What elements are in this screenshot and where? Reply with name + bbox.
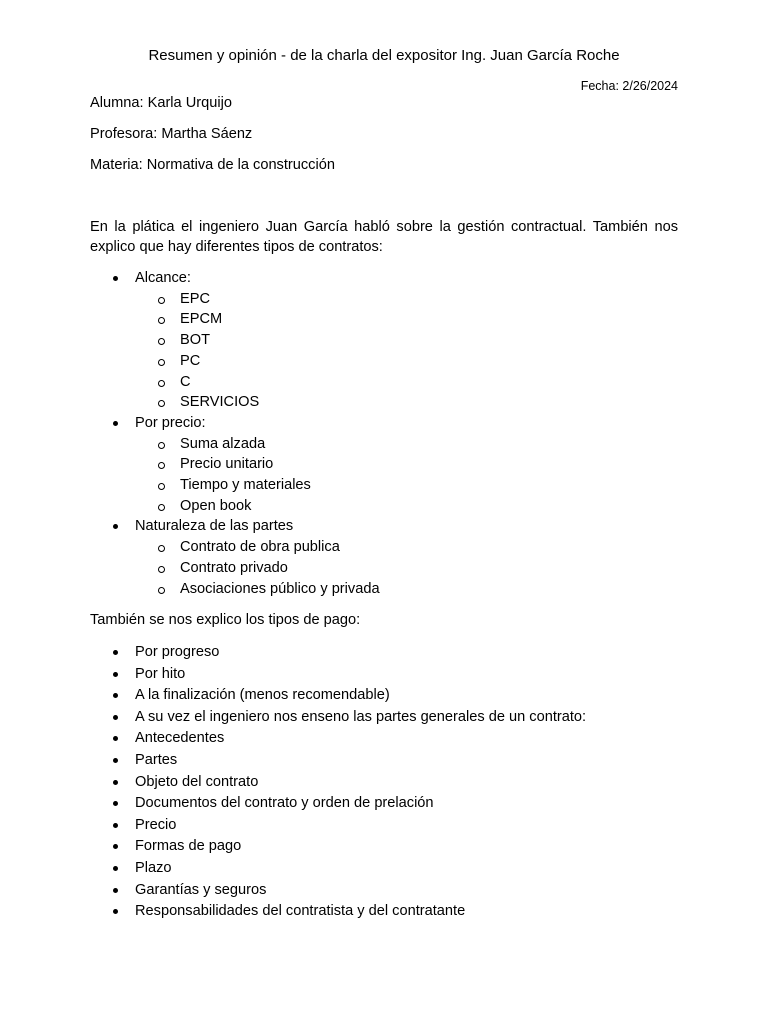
subject-line: Materia: Normativa de la construcción (90, 157, 335, 173)
sub-list-item: EPCM (135, 309, 678, 330)
list-item: Objeto del contrato (90, 772, 678, 794)
sub-list-item: Precio unitario (135, 454, 678, 475)
list-item-label: Por precio: (135, 413, 678, 434)
list-item: A la finalización (menos recomendable) (90, 685, 678, 707)
list-item: Responsabilidades del contratista y del contratante (90, 901, 678, 923)
list-item: Formas de pago (90, 836, 678, 858)
sub-list-item: C (135, 372, 678, 393)
sub-list-item: BOT (135, 330, 678, 351)
intro-paragraph: En la plática el ingeniero Juan García habló sobre la gestión contractual. También nos explico que hay diferentes tipos de contratos: (90, 219, 678, 255)
contract-types-list (90, 268, 678, 599)
teacher-line: Profesora: Martha Sáenz (90, 126, 253, 142)
student-line: Alumna: Karla Urquijo (90, 95, 232, 111)
sub-list-item: Asociaciones público y privada (135, 579, 678, 600)
document-title: Resumen y opinión - de la charla del expositor Ing. Juan García Roche (148, 47, 620, 64)
list-item (90, 516, 678, 599)
document-page (90, 0, 678, 1024)
list-item: Precio (90, 815, 678, 837)
sub-list-item: Contrato de obra publica (135, 537, 678, 558)
list-item: Documentos del contrato y orden de prelación (90, 793, 678, 815)
sub-list-item: EPC (135, 289, 678, 310)
list-item (90, 268, 678, 413)
list-item: Por hito (90, 664, 678, 686)
payment-types-list (90, 642, 678, 923)
payment-intro: También se nos explico los tipos de pago: (90, 612, 361, 628)
sub-list-item: SERVICIOS (135, 392, 678, 413)
list-item-label: Alcance: (135, 268, 678, 289)
list-item (90, 413, 678, 517)
list-item: Por progreso (90, 642, 678, 664)
list-item: Garantías y seguros (90, 880, 678, 902)
sub-list-item: Tiempo y materiales (135, 475, 678, 496)
list-item: A su vez el ingeniero nos enseno las partes generales de un contrato: (90, 707, 678, 729)
sub-list-item: PC (135, 351, 678, 372)
sub-list-item: Suma alzada (135, 434, 678, 455)
list-item: Plazo (90, 858, 678, 880)
sub-list-item: Contrato privado (135, 558, 678, 579)
list-item-label: Naturaleza de las partes (135, 516, 678, 537)
list-item: Partes (90, 750, 678, 772)
sub-list-item: Open book (135, 496, 678, 517)
list-item: Antecedentes (90, 728, 678, 750)
document-date: Fecha: 2/26/2024 (580, 79, 678, 93)
